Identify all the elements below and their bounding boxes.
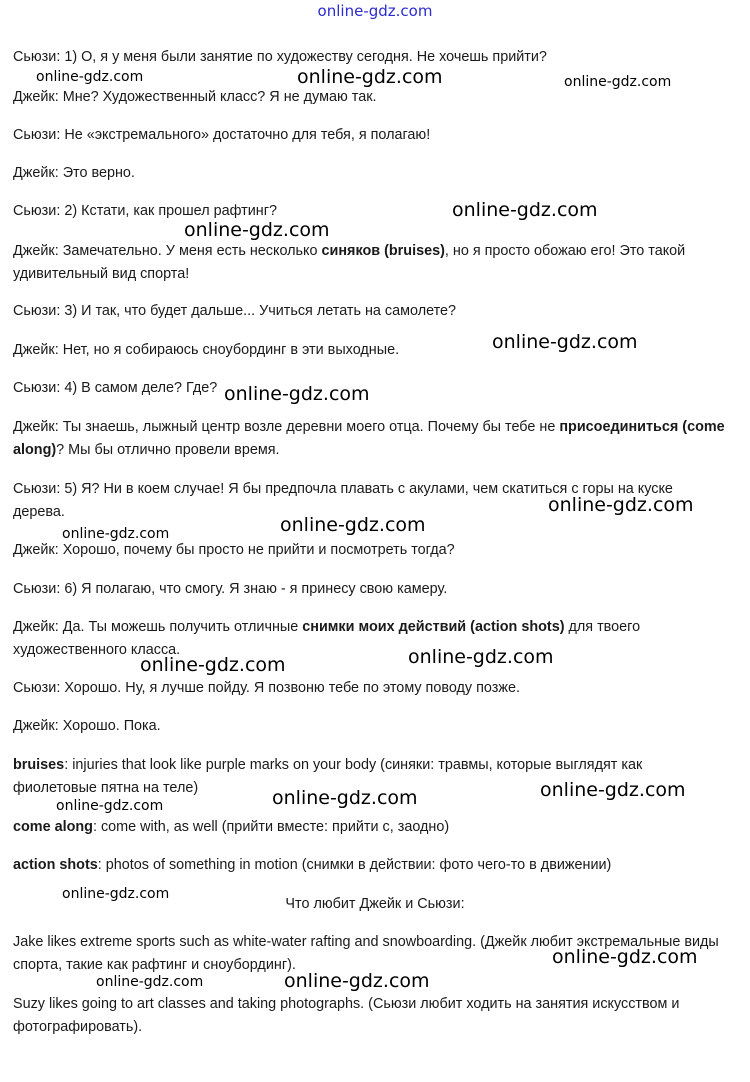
text-run: : photos of something in motion (снимки в действии: фото чего-то в движении) <box>97 857 612 873</box>
bold-term: присоединиться (come along) <box>13 419 725 458</box>
text-run: Джейк: Хорошо. Пока. <box>13 718 161 734</box>
paragraph-p10 <box>13 416 728 462</box>
paragraph-p15 <box>13 677 728 700</box>
paragraph-p3 <box>13 124 728 147</box>
text-run: , но я просто обожаю его! Это такой удивительный вид спорта! <box>13 243 686 282</box>
watermark-text: online-gdz.com <box>62 526 170 542</box>
text-run: Джейк: Ты знаешь, лыжный центр возле деревни моего отца. Почему бы тебе не <box>13 419 560 435</box>
text-run: Что любит Джейк и Сьюзи: <box>285 896 465 912</box>
text-run: Сьюзи: 6) Я полагаю, что смогу. Я знаю - я принесу свою камеру. <box>13 581 448 597</box>
text-run: Сьюзи: 1) О, я у меня были занятие по художеству сегодня. Не хочешь прийти? <box>13 49 547 65</box>
watermark-text: online-gdz.com <box>284 970 430 992</box>
paragraph-p13 <box>13 578 728 601</box>
paragraph-p5 <box>13 200 728 223</box>
watermark-text: online-gdz.com <box>297 66 443 88</box>
paragraph-p7 <box>13 300 728 323</box>
text-run: Джейк: Замечательно. У меня есть несколько <box>13 243 322 259</box>
text-run: Джейк: Нет, но я собираюсь сноубординг в эти выходные. <box>13 342 400 358</box>
text-run: Джейк: Мне? Художественный класс? Я не думаю так. <box>13 89 377 105</box>
watermark-text: online-gdz.com <box>272 787 418 809</box>
watermark-text: online-gdz.com <box>408 646 554 668</box>
paragraph-p12 <box>13 539 728 562</box>
watermark-text: online-gdz.com <box>36 69 144 85</box>
text-run: : injuries that look like purple marks on your body (синяки: травмы, которые выглядят как фиолетовые пятна на теле) <box>13 757 643 796</box>
watermark-text: online-gdz.com <box>452 199 598 221</box>
watermark-text: online-gdz.com <box>184 219 330 241</box>
paragraph-p22 <box>13 993 728 1039</box>
text-run: для твоего художественного класса. <box>13 619 641 658</box>
watermark-text: online-gdz.com <box>492 331 638 353</box>
text-run: Джейк: Да. Ты можешь получить отличные <box>13 619 303 635</box>
text-run: Сьюзи: 4) В самом деле? Где? <box>13 380 218 396</box>
text-run: Сьюзи: Не «экстремального» достаточно для тебя, я полагаю! <box>13 127 431 143</box>
text-run: ? Мы бы отлично провели время. <box>56 442 280 458</box>
bold-term: снимки моих действий (action shots) <box>302 619 565 635</box>
top-watermark: online-gdz.com <box>317 2 433 20</box>
text-run: Jake likes extreme sports such as white-water rafting and snowboarding. (Джейк любит экстремальные виды спорта, такие как рафтинг и сноубординг). <box>13 934 719 973</box>
watermark-text: online-gdz.com <box>548 494 694 516</box>
bold-term: синяков (bruises) <box>321 243 445 259</box>
watermark-text: online-gdz.com <box>56 798 164 814</box>
watermark-text: online-gdz.com <box>140 654 286 676</box>
watermark-text: online-gdz.com <box>62 886 170 902</box>
bold-term: bruises <box>13 757 65 773</box>
text-run: Сьюзи: 3) И так, что будет дальше... Учиться летать на самолете? <box>13 303 457 319</box>
text-run: Джейк: Это верно. <box>13 165 135 181</box>
bold-term: action shots <box>13 857 98 873</box>
watermark-text: online-gdz.com <box>224 383 370 405</box>
watermark-text: online-gdz.com <box>280 514 426 536</box>
watermark-text: online-gdz.com <box>552 946 698 968</box>
watermark-text: online-gdz.com <box>540 779 686 801</box>
watermark-text: online-gdz.com <box>96 974 204 990</box>
paragraph-p19 <box>13 854 728 877</box>
bold-term: come along <box>13 819 93 835</box>
text-run: Сьюзи: 5) Я? Ни в коем случае! Я бы предпочла плавать с акулами, чем скатиться с горы на куске дерева. <box>13 481 673 520</box>
paragraph-p14 <box>13 616 728 662</box>
watermark-text: online-gdz.com <box>564 74 672 90</box>
paragraph-p18 <box>13 816 728 839</box>
text-run: Сьюзи: 2) Кстати, как прошел рафтинг? <box>13 203 277 219</box>
paragraph-p6 <box>13 240 728 286</box>
text-run: Сьюзи: Хорошо. Ну, я лучше пойду. Я позвоню тебе по этому поводу позже. <box>13 680 520 696</box>
text-run: : come with, as well (прийти вместе: прийти с, заодно) <box>92 819 450 835</box>
paragraph-p9 <box>13 377 728 400</box>
text-run: Джейк: Хорошо, почему бы просто не прийти и посмотреть тогда? <box>13 542 455 558</box>
paragraph-p16 <box>13 715 728 738</box>
text-run: Suzy likes going to art classes and taking photographs. (Сьюзи любит ходить на занятия искусством и фотографировать). <box>13 996 680 1035</box>
paragraph-p4 <box>13 162 728 185</box>
